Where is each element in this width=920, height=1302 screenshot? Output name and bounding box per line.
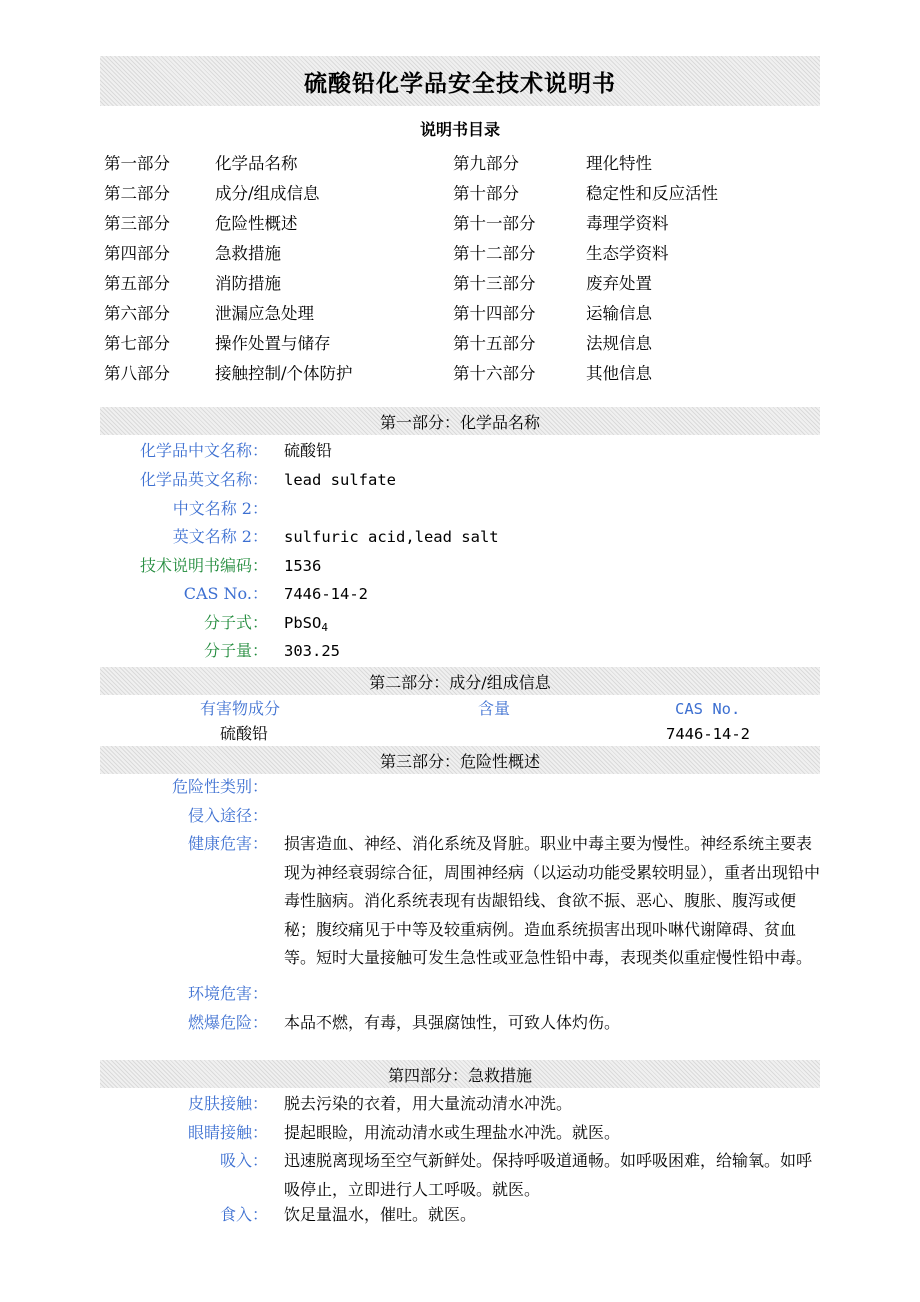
field-label: 技术说明书编码： xyxy=(139,556,268,575)
toc-part: 第八部分 xyxy=(104,364,170,383)
field-label: 英文名称 2： xyxy=(172,527,268,546)
toc-part: 第四部分 xyxy=(104,244,170,263)
section-header: 第四部分：急救措施 xyxy=(100,1060,820,1088)
field-label: 健康危害： xyxy=(187,834,268,853)
composition-header-row xyxy=(100,696,820,722)
field-eye-contact xyxy=(100,1119,820,1148)
field-value: 303.25 xyxy=(284,642,340,660)
field-label: CAS No.： xyxy=(183,584,268,603)
section-header: 第一部分：化学品名称 xyxy=(100,407,820,435)
field-label: 化学品中文名称： xyxy=(139,441,268,460)
field-label: 食入： xyxy=(219,1205,268,1224)
field-label: 分子式： xyxy=(203,613,268,632)
document-title: 硫酸铅化学品安全技术说明书 xyxy=(304,70,616,97)
toc-part: 第二部分 xyxy=(104,184,170,203)
field-value: 7446-14-2 xyxy=(284,585,368,603)
title-bar xyxy=(100,56,820,106)
toc-name: 运输信息 xyxy=(586,304,652,323)
toc-name: 危险性概述 xyxy=(215,214,298,233)
toc-name: 操作处置与储存 xyxy=(215,334,331,353)
column-header-cas: CAS No. xyxy=(675,700,741,718)
toc-part: 第十部分 xyxy=(453,184,519,203)
component-name: 硫酸铅 xyxy=(220,724,269,743)
toc-row xyxy=(104,236,820,266)
field-skin-contact xyxy=(100,1090,820,1119)
toc-name: 理化特性 xyxy=(586,154,652,173)
field-en-name-2 xyxy=(100,523,820,552)
field-environment-hazard xyxy=(100,980,820,1009)
field-value: 硫酸铅 xyxy=(284,441,333,460)
toc-part: 第七部分 xyxy=(104,334,170,353)
field-spec-code xyxy=(100,552,820,581)
toc-part: 第六部分 xyxy=(104,304,170,323)
toc-part: 第十六部分 xyxy=(453,364,536,383)
field-label: 皮肤接触： xyxy=(187,1094,268,1113)
field-health-hazard xyxy=(100,830,820,980)
toc-row xyxy=(104,146,820,176)
field-label: 眼睛接触： xyxy=(187,1123,268,1142)
toc-name: 毒理学资料 xyxy=(586,214,669,233)
field-formula xyxy=(100,609,820,638)
toc-name: 泄漏应急处理 xyxy=(215,304,314,323)
formula-main: PbSO xyxy=(284,614,322,632)
toc-name: 法规信息 xyxy=(586,334,652,353)
toc-name: 稳定性和反应活性 xyxy=(586,184,718,203)
toc-name: 废弃处置 xyxy=(586,274,652,293)
toc-name: 消防措施 xyxy=(215,274,281,293)
field-cn-name-2 xyxy=(100,495,820,524)
column-header-content: 含量 xyxy=(478,699,511,718)
field-value: 迅速脱离现场至空气新鲜处。保持呼吸道通畅。如呼吸困难，给输氧。如呼吸停止，立即进行人工呼吸。就医。 xyxy=(284,1151,813,1199)
toc-part: 第五部分 xyxy=(104,274,170,293)
toc-title: 说明书目录 xyxy=(419,120,500,139)
toc-part: 第十五部分 xyxy=(453,334,536,353)
column-header-component: 有害物成分 xyxy=(200,699,281,718)
field-value: 饮足量温水，催吐。就医。 xyxy=(284,1205,477,1224)
field-label: 中文名称 2： xyxy=(172,499,268,518)
toc-part: 第三部分 xyxy=(104,214,170,233)
field-inhalation xyxy=(100,1147,820,1205)
field-value: 损害造血、神经、消化系统及肾脏。职业中毒主要为慢性。神经系统主要表现为神经衰弱综合征，周围神经病（以运动功能受累较明显），重者出现铅中毒性脑病。消化系统表现有齿龈铅线、食欲不振、恶心、腹胀、腹泻或便秘；腹绞痛见于中等及较重病例。造血系统损害出现卟啉代谢障碍、贫血等。短时大量接触可发生急性或亚急性铅中毒，表现类似重症慢性铅中毒。 xyxy=(284,834,821,967)
field-fire-hazard xyxy=(100,1009,820,1038)
toc-part: 第一部分 xyxy=(104,154,170,173)
field-en-name xyxy=(100,466,820,495)
field-value: 脱去污染的衣着，用大量流动清水冲洗。 xyxy=(284,1094,573,1113)
toc-name: 急救措施 xyxy=(215,244,281,263)
field-cn-name xyxy=(100,437,820,466)
field-label: 危险性类别： xyxy=(171,777,268,796)
field-cas xyxy=(100,580,820,609)
toc-name: 成分/组成信息 xyxy=(215,184,320,203)
toc-row xyxy=(104,326,820,356)
field-label: 侵入途径： xyxy=(187,806,268,825)
section-header: 第三部分：危险性概述 xyxy=(100,746,820,774)
toc-name: 接触控制/个体防护 xyxy=(215,364,353,383)
field-value: 提起眼睑，用流动清水或生理盐水冲洗。就医。 xyxy=(284,1123,621,1142)
field-label: 环境危害： xyxy=(187,984,268,1003)
toc-name: 化学品名称 xyxy=(215,154,298,173)
toc-part: 第九部分 xyxy=(453,154,519,173)
field-value: 1536 xyxy=(284,557,322,575)
field-label: 化学品英文名称： xyxy=(139,470,268,489)
formula-subscript: 4 xyxy=(321,621,328,634)
field-value: sulfuric acid,lead salt xyxy=(284,528,499,546)
toc-part: 第十二部分 xyxy=(453,244,536,263)
section-header: 第二部分：成分/组成信息 xyxy=(100,667,820,695)
toc-row xyxy=(104,356,820,386)
field-label: 燃爆危险： xyxy=(187,1013,268,1032)
toc-row xyxy=(104,176,820,206)
toc-row xyxy=(104,296,820,326)
composition-row xyxy=(100,721,820,747)
field-entry-route xyxy=(100,802,820,831)
component-cas: 7446-14-2 xyxy=(666,725,750,743)
field-molecular-weight xyxy=(100,637,820,666)
toc-part: 第十一部分 xyxy=(453,214,536,233)
toc-part: 第十四部分 xyxy=(453,304,536,323)
field-hazard-class xyxy=(100,773,820,802)
table-of-contents xyxy=(104,146,820,386)
field-value: lead sulfate xyxy=(284,471,396,489)
toc-name: 其他信息 xyxy=(586,364,652,383)
field-label: 分子量： xyxy=(203,641,268,660)
toc-name: 生态学资料 xyxy=(586,244,669,263)
toc-row xyxy=(104,266,820,296)
field-ingestion xyxy=(100,1201,820,1230)
toc-row xyxy=(104,206,820,236)
field-value: 本品不燃，有毒，具强腐蚀性，可致人体灼伤。 xyxy=(284,1013,621,1032)
toc-part: 第十三部分 xyxy=(453,274,536,293)
field-label: 吸入： xyxy=(219,1151,268,1170)
